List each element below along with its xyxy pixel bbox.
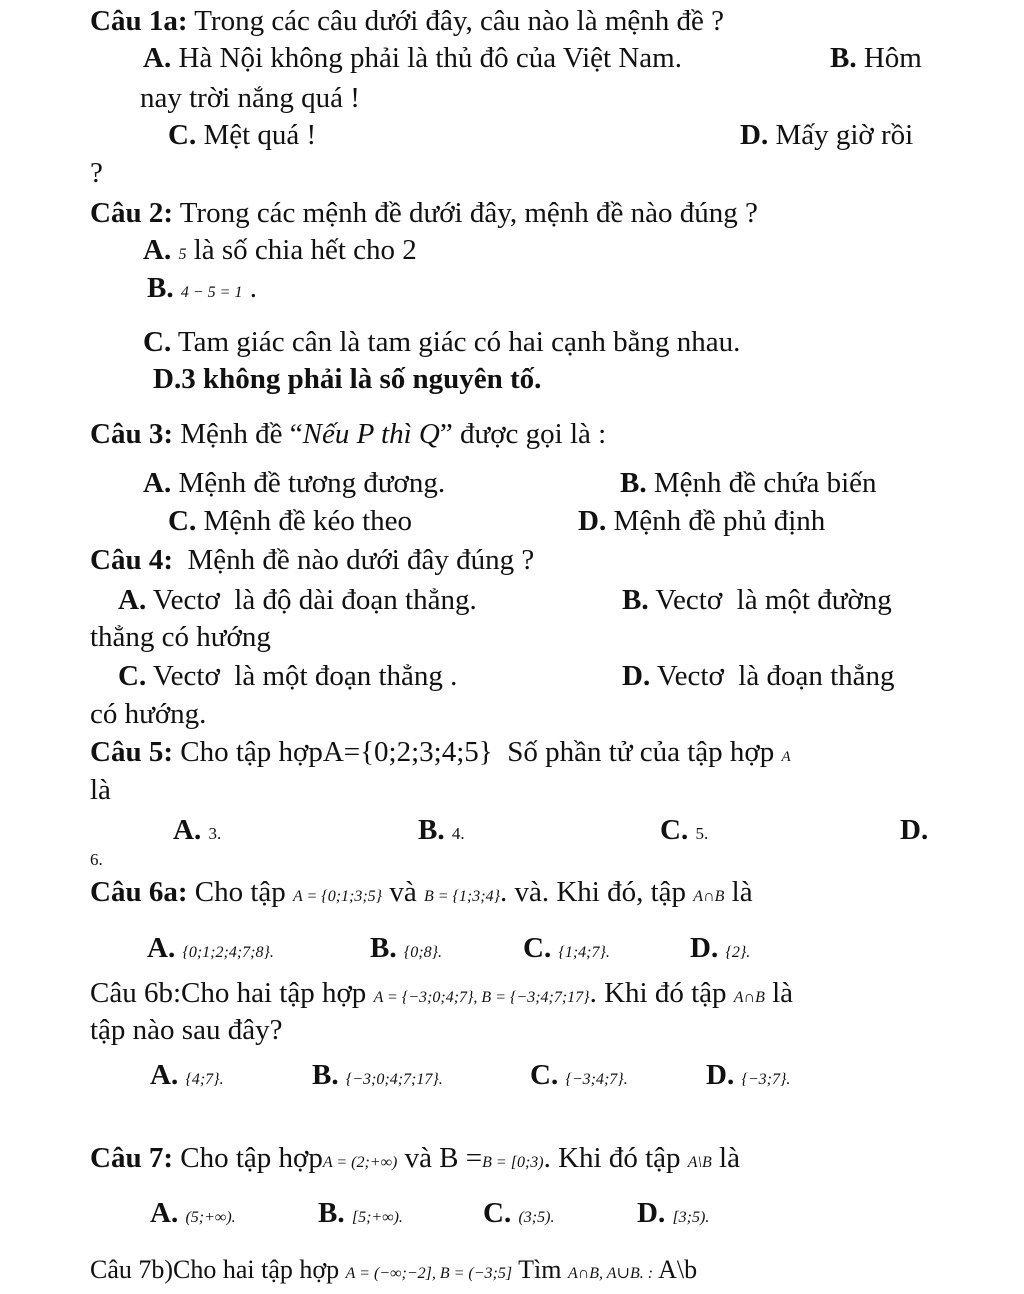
- option-label: A.: [147, 932, 176, 964]
- option-label: D.: [706, 1059, 735, 1091]
- math-expression: B = {1;3;4}: [423, 888, 500, 905]
- option-value: {−3;7}.: [741, 1071, 791, 1088]
- q1-option-cont: [0, 153, 1024, 193]
- option-d: [740, 115, 913, 155]
- option-d: [690, 928, 750, 973]
- question-body: . Khi đó tập: [543, 1142, 688, 1174]
- option-b: [370, 928, 442, 973]
- option-continuation: có hướng.: [90, 698, 207, 730]
- option-text: Mệnh đề chứa biến: [646, 467, 877, 499]
- option-value: {4;7}.: [185, 1071, 224, 1088]
- option-text: là số chia hết cho 2: [186, 234, 417, 266]
- option-value: 6.: [90, 850, 103, 869]
- option-text: Vectơ là một đường: [648, 584, 892, 616]
- option-value: {−3;0;4;7;17}.: [345, 1071, 443, 1088]
- option-text: Mệnh đề phủ định: [606, 505, 826, 537]
- option-label: C.: [530, 1059, 559, 1091]
- question-body: Cho tập hợp: [172, 1142, 323, 1174]
- option-b: [620, 463, 877, 503]
- question-text: [90, 872, 753, 917]
- option-label: D.: [622, 660, 651, 692]
- question-label: Câu 4:: [90, 544, 173, 576]
- option-value: [3;5).: [672, 1209, 710, 1226]
- q7b-stem: [0, 1250, 1024, 1290]
- question-body: và: [382, 876, 424, 908]
- question-body: . và. Khi đó, tập: [499, 876, 694, 908]
- option-c: [168, 501, 412, 541]
- question-label: Câu 3:: [90, 418, 173, 450]
- option-label: C.: [168, 119, 197, 151]
- option-value: 3.: [208, 824, 222, 843]
- question-label: Câu 7:: [90, 1142, 173, 1174]
- option-value: 5.: [695, 824, 709, 843]
- q3-option-row: [0, 501, 1024, 541]
- q1-option-cont: [0, 78, 1024, 118]
- math-expression: B = [0;3): [482, 1154, 544, 1171]
- option-value: {0;1;2;4;7;8}.: [182, 944, 274, 961]
- q1-stem: [0, 1, 1024, 41]
- option-b: [830, 38, 922, 78]
- option-label: B.: [418, 814, 445, 846]
- option-c: [143, 322, 740, 362]
- option-value: (5;+∞).: [185, 1209, 236, 1226]
- option-label: A.: [150, 1197, 179, 1229]
- option-continuation: nay trời nắng quá !: [140, 82, 360, 114]
- math-expression: 4 − 5 = 1: [180, 284, 243, 301]
- option-label: A.: [143, 467, 172, 499]
- q7-options: [0, 1193, 1024, 1233]
- option-text: Vectơ là một đoạn thẳng .: [146, 660, 458, 692]
- option-value: {0;8}.: [403, 944, 442, 961]
- question-text: [90, 1138, 740, 1183]
- q6a-options: [0, 928, 1024, 968]
- question-body: là: [764, 977, 794, 1009]
- question-body: Trong các câu dưới đây, câu nào là mệnh đề ?: [187, 5, 724, 37]
- option-text: Mệnh đề kéo theo: [196, 505, 413, 537]
- question-body: Mệnh đề nào dưới đây đúng ?: [172, 544, 535, 576]
- option-label: B.: [622, 584, 649, 616]
- q4-stem: [0, 540, 1024, 580]
- question-italic: Nếu P thì Q: [302, 418, 440, 450]
- q4-option-row: [0, 580, 1024, 620]
- question-body: Tìm: [512, 1255, 568, 1284]
- math-expression: A = (2;+∞): [322, 1154, 398, 1171]
- math-expression: A∩B: [733, 989, 765, 1006]
- option-d: D.3 không phải là số nguyên tố.: [153, 363, 542, 395]
- option-label: B.: [318, 1197, 345, 1229]
- option-label: C.: [660, 814, 689, 846]
- math-expression: 5: [178, 246, 187, 263]
- option-label: A.: [143, 42, 172, 74]
- question-body: Trong các mệnh đề dưới đây, mệnh đề nào đúng ?: [172, 197, 758, 229]
- option-c: [523, 928, 610, 973]
- q2-option-a: [0, 230, 1024, 270]
- math-expression: A: [781, 749, 791, 765]
- math-expression: A = {0;1;3;5}: [293, 888, 383, 905]
- q1-option-row: [0, 38, 1024, 78]
- option-text: Hôm: [856, 42, 922, 74]
- option-a: [150, 1193, 236, 1238]
- q2-option-c: [0, 322, 1024, 362]
- option-label: B.: [370, 932, 397, 964]
- option-a: [143, 463, 445, 503]
- math-expression: A = (−∞;−2], B = (−3;5]: [345, 1265, 513, 1282]
- option-text: Hà Nội không phải là thủ đô của Việt Nam.: [171, 42, 682, 74]
- q4-option-row: [0, 656, 1024, 696]
- option-value: (3;5).: [518, 1209, 555, 1226]
- question-continuation: tập nào sau đây?: [90, 1014, 283, 1046]
- option-b: [622, 580, 892, 620]
- question-body: Cho tập hợpA={0;2;3;4;5} Số phần tử của tập hợp: [172, 736, 775, 768]
- option-d: [706, 1055, 790, 1100]
- option-label: C.: [483, 1197, 512, 1229]
- question-text: [90, 414, 606, 454]
- option-a: [118, 580, 477, 620]
- option-a: [147, 928, 274, 973]
- option-label: C.: [168, 505, 197, 537]
- q2-option-b: [0, 268, 1024, 308]
- question-body: Câu 7b)Cho hai tập hợp: [90, 1255, 346, 1284]
- q6b-stem: [0, 973, 1024, 1013]
- question-label: Câu 5:: [90, 736, 173, 768]
- math-expression: A = {−3;0;4;7}, B = {−3;4;7;17}: [373, 989, 590, 1006]
- option-label: B.: [620, 467, 647, 499]
- option-label: D.: [637, 1197, 666, 1229]
- option-value: {1;4;7}.: [558, 944, 610, 961]
- option-text: Mệt quá !: [196, 119, 317, 151]
- question-body: là: [724, 876, 753, 908]
- option-c: [530, 1055, 628, 1100]
- q1-option-row: [0, 115, 1024, 155]
- option-text: .: [249, 272, 257, 304]
- math-expression: A∩B: [693, 888, 725, 905]
- option-label: B.: [147, 272, 174, 304]
- option-label: C.: [118, 660, 147, 692]
- question-label: Câu 6a:: [90, 876, 188, 908]
- option-label: D.: [740, 119, 769, 151]
- option-label: B.: [312, 1059, 339, 1091]
- question-body: và B =: [397, 1142, 483, 1174]
- question-text: [90, 1250, 697, 1294]
- option-label: D.: [900, 814, 929, 846]
- q5-stem: [0, 732, 1024, 772]
- question-body: . Khi đó tập: [589, 977, 734, 1009]
- option-c: [483, 1193, 554, 1238]
- option-d: [637, 1193, 709, 1238]
- option-b: [312, 1055, 443, 1100]
- q6b-options: [0, 1055, 1024, 1095]
- option-label: A.: [143, 234, 172, 266]
- option-label: B.: [830, 42, 857, 74]
- q3-stem: [0, 414, 1024, 454]
- option-c: [118, 656, 457, 696]
- option-label: A.: [173, 814, 202, 846]
- question-text: [90, 1, 724, 41]
- option-label: D.: [690, 932, 719, 964]
- question-body: là: [711, 1142, 740, 1174]
- question-body: Cho tập: [187, 876, 294, 908]
- q4-option-cont: [0, 617, 1024, 657]
- math-expression: A∩B, A∪B. :: [567, 1265, 654, 1282]
- question-continuation: là: [90, 774, 111, 806]
- question-label: Câu 1a:: [90, 5, 188, 37]
- option-text: Vectơ là độ dài đoạn thẳng.: [146, 584, 477, 616]
- option-label: C.: [523, 932, 552, 964]
- option-continuation: ?: [90, 157, 103, 189]
- option-label: A.: [118, 584, 147, 616]
- q5-stem-cont: [0, 770, 1024, 810]
- option-a: [143, 38, 682, 78]
- option-value: {2}.: [725, 944, 751, 961]
- q3-option-row: [0, 463, 1024, 503]
- question-label: Câu 2:: [90, 197, 173, 229]
- option-value: {−3;4;7}.: [565, 1071, 628, 1088]
- option-d: [622, 656, 895, 696]
- q6a-stem: [0, 872, 1024, 912]
- question-body: A\b: [653, 1255, 698, 1284]
- option-label: D.: [578, 505, 607, 537]
- q7-stem: [0, 1138, 1024, 1178]
- option-continuation: thẳng có hướng: [90, 621, 271, 653]
- option-value: 4.: [451, 824, 465, 843]
- q6b-stem-cont: [0, 1010, 1024, 1050]
- q4-option-cont: [0, 694, 1024, 734]
- question-text: [90, 540, 534, 580]
- option-label: C.: [143, 326, 172, 358]
- option-c: [168, 115, 316, 155]
- question-text: [90, 193, 758, 233]
- q2-stem: [0, 193, 1024, 233]
- option-value: [5;+∞).: [351, 1209, 403, 1226]
- question-body: Mệnh đề “: [172, 418, 303, 450]
- option-label: A.: [150, 1059, 179, 1091]
- option-text: Tam giác cân là tam giác có hai cạnh bằng nhau.: [171, 326, 741, 358]
- math-expression: A\B: [687, 1154, 712, 1171]
- q2-option-d: [0, 359, 1024, 399]
- question-body: ” được gọi là :: [439, 418, 607, 450]
- option-b: [147, 268, 257, 313]
- option-d: [578, 501, 825, 541]
- option-text: Mấy giờ rồi: [768, 119, 914, 151]
- question-body: Câu 6b:Cho hai tập hợp: [90, 977, 374, 1009]
- option-b: [318, 1193, 403, 1238]
- option-a: [150, 1055, 224, 1100]
- option-text: Vectơ là đoạn thẳng: [650, 660, 895, 692]
- option-text: Mệnh đề tương đương.: [171, 467, 446, 499]
